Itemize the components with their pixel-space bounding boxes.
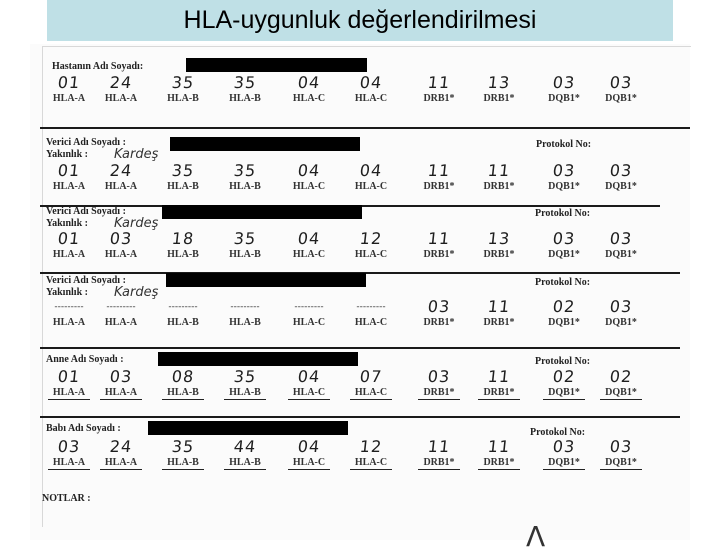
underline — [350, 469, 392, 470]
donor2-relation-label: Yakınlık : — [46, 218, 88, 229]
allele-value: 01 — [56, 229, 82, 248]
allele-cell — [92, 162, 150, 192]
pen-mark: Λ — [526, 520, 546, 553]
allele-cell — [592, 438, 650, 470]
underline — [288, 469, 330, 470]
allele-value: 03 — [108, 367, 134, 386]
locus-header: HLA-A — [52, 249, 86, 260]
allele-cell — [410, 74, 468, 104]
allele-value: 35 — [170, 161, 196, 180]
locus-header: DQB1* — [548, 93, 580, 104]
slide-title-bar — [47, 0, 673, 41]
locus-header: HLA-C — [292, 387, 326, 398]
allele-value: 11 — [426, 229, 452, 248]
allele-cell — [92, 368, 150, 400]
allele-value: 03 — [551, 229, 577, 248]
locus-header: HLA-B — [229, 457, 261, 468]
allele-value: 35 — [232, 73, 258, 92]
allele-value: 03 — [608, 437, 634, 456]
allele-cell — [280, 368, 338, 400]
allele-value: 04 — [296, 161, 322, 180]
underline — [350, 399, 392, 400]
mother-name-label: Anne Adı Soyadı : — [46, 354, 124, 365]
allele-value: 11 — [426, 437, 452, 456]
allele-cell — [535, 74, 593, 104]
locus-header: HLA-B — [167, 387, 199, 398]
allele-value: 04 — [296, 437, 322, 456]
allele-cell — [40, 162, 98, 192]
allele-cell — [470, 368, 528, 400]
allele-cell — [535, 438, 593, 470]
allele-cell — [92, 230, 150, 260]
allele-value: 03 — [56, 437, 82, 456]
redacted-father-name — [148, 421, 348, 435]
allele-value: --------- — [168, 302, 198, 312]
underline — [162, 399, 204, 400]
redacted-patient-name — [186, 58, 367, 72]
underline — [100, 469, 142, 470]
locus-header: HLA-B — [229, 249, 261, 260]
allele-value: 03 — [426, 297, 452, 316]
locus-header: DRB1* — [423, 249, 455, 260]
allele-value: 02 — [551, 297, 577, 316]
allele-cell — [40, 438, 98, 470]
allele-cell — [535, 298, 593, 328]
section-divider — [40, 416, 680, 418]
locus-header: DRB1* — [423, 93, 455, 104]
allele-value: 04 — [358, 161, 384, 180]
locus-header: HLA-B — [229, 93, 261, 104]
allele-cell — [470, 230, 528, 260]
underline — [418, 399, 460, 400]
underline — [478, 399, 520, 400]
locus-header: HLA-A — [52, 387, 86, 398]
allele-cell — [92, 298, 150, 328]
allele-cell — [470, 298, 528, 328]
allele-value: 12 — [358, 437, 384, 456]
underline — [48, 469, 90, 470]
underline — [543, 469, 585, 470]
allele-value: 24 — [108, 437, 134, 456]
locus-header: DQB1* — [605, 387, 637, 398]
allele-value: 03 — [608, 229, 634, 248]
locus-header: HLA-A — [52, 93, 86, 104]
locus-header: HLA-C — [354, 387, 388, 398]
locus-header: DRB1* — [483, 317, 515, 328]
allele-value: --------- — [106, 302, 136, 312]
donor1-name-label: Verici Adı Soyadı : — [46, 137, 126, 148]
section-divider — [40, 127, 690, 129]
donor1-relation-value: Kardeş — [114, 147, 159, 162]
allele-value: 18 — [170, 229, 196, 248]
allele-value: 13 — [486, 229, 512, 248]
donor3-protocol-label: Protokol No: — [535, 277, 591, 288]
allele-cell — [410, 368, 468, 400]
allele-cell — [342, 368, 400, 400]
allele-value: 03 — [551, 437, 577, 456]
allele-cell — [154, 368, 212, 400]
locus-header: HLA-B — [167, 181, 199, 192]
redacted-mother-name — [158, 352, 358, 366]
locus-header: HLA-B — [167, 317, 199, 328]
locus-header: HLA-C — [354, 249, 388, 260]
donor2-name-label: Verici Adı Soyadı : — [46, 206, 126, 217]
allele-cell — [216, 162, 274, 192]
allele-cell — [470, 162, 528, 192]
underline — [478, 469, 520, 470]
donor2-relation-value: Kardeş — [114, 216, 159, 231]
allele-value: 35 — [170, 73, 196, 92]
locus-header: DRB1* — [423, 181, 455, 192]
allele-value: 35 — [232, 367, 258, 386]
allele-value: 03 — [426, 367, 452, 386]
underline — [224, 469, 266, 470]
redacted-donor1-name — [170, 137, 360, 151]
locus-header: DQB1* — [605, 457, 637, 468]
locus-header: DQB1* — [548, 387, 580, 398]
hla-typing-form — [30, 44, 690, 540]
allele-value: 08 — [170, 367, 196, 386]
locus-header: HLA-C — [292, 93, 326, 104]
underline — [600, 469, 642, 470]
allele-cell — [535, 230, 593, 260]
redacted-donor3-name — [166, 273, 366, 287]
allele-value: --------- — [230, 302, 260, 312]
locus-header: HLA-A — [104, 93, 138, 104]
locus-header: DQB1* — [548, 249, 580, 260]
allele-value: 01 — [56, 73, 82, 92]
underline — [48, 399, 90, 400]
allele-cell — [535, 368, 593, 400]
father-protocol-label: Protokol No: — [530, 427, 586, 438]
locus-header: HLA-B — [167, 93, 199, 104]
locus-header: DRB1* — [483, 93, 515, 104]
underline — [288, 399, 330, 400]
allele-cell — [216, 74, 274, 104]
locus-header: HLA-C — [292, 317, 326, 328]
locus-header: HLA-B — [167, 457, 199, 468]
locus-header: DRB1* — [423, 387, 455, 398]
allele-cell — [154, 230, 212, 260]
allele-value: 03 — [551, 161, 577, 180]
allele-value: 01 — [56, 161, 82, 180]
allele-cell — [342, 74, 400, 104]
allele-cell — [410, 298, 468, 328]
allele-cell — [216, 298, 274, 328]
allele-value: --------- — [356, 302, 386, 312]
donor3-relation-label: Yakınlık : — [46, 287, 88, 298]
locus-header: DRB1* — [423, 317, 455, 328]
locus-header: HLA-A — [104, 317, 138, 328]
allele-cell — [216, 368, 274, 400]
underline — [162, 469, 204, 470]
allele-value: 12 — [358, 229, 384, 248]
locus-header: DQB1* — [605, 93, 637, 104]
locus-header: HLA-A — [52, 317, 86, 328]
locus-header: HLA-C — [292, 249, 326, 260]
donor3-name-label: Verici Adı Soyadı : — [46, 275, 126, 286]
allele-cell — [342, 230, 400, 260]
allele-cell — [592, 74, 650, 104]
underline — [543, 399, 585, 400]
donor3-relation-value: Kardeş — [114, 285, 159, 300]
locus-header: HLA-B — [229, 317, 261, 328]
allele-cell — [592, 298, 650, 328]
locus-header: DQB1* — [605, 317, 637, 328]
section-divider — [40, 347, 680, 349]
locus-header: DRB1* — [423, 457, 455, 468]
locus-header: HLA-C — [292, 181, 326, 192]
allele-cell — [410, 438, 468, 470]
allele-cell — [280, 74, 338, 104]
allele-cell — [40, 368, 98, 400]
locus-header: HLA-B — [167, 249, 199, 260]
allele-value: 11 — [486, 367, 512, 386]
allele-cell — [470, 74, 528, 104]
allele-cell — [216, 438, 274, 470]
allele-cell — [92, 74, 150, 104]
slide-title: HLA-uygunluk değerlendirilmesi — [183, 6, 537, 34]
allele-cell — [535, 162, 593, 192]
locus-header: HLA-C — [354, 457, 388, 468]
allele-value: 03 — [608, 297, 634, 316]
allele-cell — [410, 162, 468, 192]
allele-cell — [280, 298, 338, 328]
underline — [600, 399, 642, 400]
allele-value: 04 — [296, 73, 322, 92]
allele-value: 11 — [426, 161, 452, 180]
locus-header: HLA-A — [104, 181, 138, 192]
allele-cell — [342, 162, 400, 192]
locus-header: HLA-C — [354, 181, 388, 192]
underline — [224, 399, 266, 400]
locus-header: HLA-B — [229, 387, 261, 398]
allele-cell — [470, 438, 528, 470]
locus-header: DQB1* — [548, 181, 580, 192]
locus-header: HLA-A — [52, 457, 86, 468]
allele-cell — [154, 298, 212, 328]
allele-cell — [154, 162, 212, 192]
locus-header: DQB1* — [548, 317, 580, 328]
locus-header: HLA-A — [104, 387, 138, 398]
allele-cell — [154, 74, 212, 104]
allele-value: 11 — [486, 161, 512, 180]
allele-cell — [280, 438, 338, 470]
locus-header: DRB1* — [483, 249, 515, 260]
allele-cell — [342, 298, 400, 328]
locus-header: HLA-C — [354, 93, 388, 104]
underline — [418, 469, 460, 470]
allele-value: 02 — [608, 367, 634, 386]
allele-value: 11 — [486, 297, 512, 316]
donor1-relation-label: Yakınlık : — [46, 149, 88, 160]
allele-value: 11 — [426, 73, 452, 92]
allele-value: 24 — [108, 73, 134, 92]
allele-value: 03 — [608, 73, 634, 92]
allele-value: 07 — [358, 367, 384, 386]
allele-value: --------- — [294, 302, 324, 312]
donor1-protocol-label: Protokol No: — [536, 139, 592, 150]
allele-cell — [154, 438, 212, 470]
allele-value: 03 — [608, 161, 634, 180]
allele-value: 24 — [108, 161, 134, 180]
allele-cell — [410, 230, 468, 260]
allele-value: 04 — [358, 73, 384, 92]
allele-cell — [40, 230, 98, 260]
allele-cell — [342, 438, 400, 470]
allele-value: 44 — [232, 437, 258, 456]
allele-value: 13 — [486, 73, 512, 92]
allele-value: 35 — [232, 229, 258, 248]
allele-value: 02 — [551, 367, 577, 386]
allele-value: 01 — [56, 367, 82, 386]
locus-header: HLA-B — [229, 181, 261, 192]
father-name-label: Babı Adı Soyadı : — [46, 423, 121, 434]
locus-header: DQB1* — [548, 457, 580, 468]
redacted-donor2-name — [162, 205, 362, 219]
allele-value: --------- — [54, 302, 84, 312]
locus-header: DQB1* — [605, 181, 637, 192]
allele-cell — [40, 298, 98, 328]
allele-value: 35 — [170, 437, 196, 456]
allele-value: 35 — [232, 161, 258, 180]
allele-cell — [216, 230, 274, 260]
allele-cell — [280, 230, 338, 260]
allele-cell — [592, 162, 650, 192]
allele-cell — [92, 438, 150, 470]
locus-header: DQB1* — [605, 249, 637, 260]
allele-cell — [592, 230, 650, 260]
locus-header: HLA-A — [52, 181, 86, 192]
allele-value: 03 — [108, 229, 134, 248]
locus-header: HLA-C — [292, 457, 326, 468]
allele-cell — [592, 368, 650, 400]
allele-cell — [280, 162, 338, 192]
patient-name-label: Hastanın Adı Soyadı: — [52, 61, 144, 72]
locus-header: HLA-A — [104, 249, 138, 260]
underline — [100, 399, 142, 400]
locus-header: HLA-C — [354, 317, 388, 328]
allele-cell — [40, 74, 98, 104]
notes-label: NOTLAR : — [42, 493, 91, 504]
locus-header: DRB1* — [483, 181, 515, 192]
allele-value: 04 — [296, 367, 322, 386]
locus-header: DRB1* — [483, 387, 515, 398]
locus-header: HLA-A — [104, 457, 138, 468]
allele-value: 03 — [551, 73, 577, 92]
mother-protocol-label: Protokol No: — [535, 356, 591, 367]
locus-header: DRB1* — [483, 457, 515, 468]
allele-value: 04 — [296, 229, 322, 248]
donor2-protocol-label: Protokol No: — [535, 208, 591, 219]
allele-value: 11 — [486, 437, 512, 456]
